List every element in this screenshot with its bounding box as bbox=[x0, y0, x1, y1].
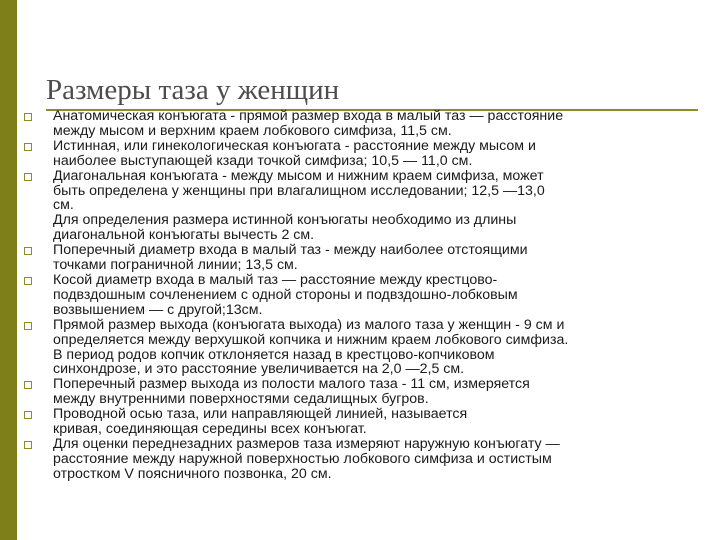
list-item-line: Для оценки переднезадних размеров таза измеряют наружную конъюгату — bbox=[53, 435, 560, 452]
list-item-line: быть определена у женщины при влагалищном исследовании; 12,5 —13,0 bbox=[53, 182, 545, 199]
page-title: Размеры таза у женщин bbox=[46, 74, 340, 106]
list-item bbox=[24, 318, 712, 378]
square-bullet-icon bbox=[24, 381, 32, 389]
square-bullet-icon bbox=[24, 143, 32, 151]
list-item-line: Поперечный размер выхода из полости малого таза - 11 см, измеряется bbox=[53, 376, 530, 393]
list-item-line: Для определения размера истинной конъюгаты необходимо из длины bbox=[53, 212, 517, 229]
bullet-list bbox=[24, 109, 712, 482]
list-item bbox=[24, 139, 712, 169]
list-item bbox=[24, 407, 712, 437]
square-bullet-icon bbox=[24, 441, 32, 449]
list-item-continuation bbox=[24, 213, 712, 243]
list-item-line: Истинная, или гинекологическая конъюгата - расстояние между мысом и bbox=[53, 137, 536, 154]
left-accent-bar bbox=[0, 0, 17, 540]
list-item-line: возвышением — с другой;13см. bbox=[53, 301, 263, 318]
list-item bbox=[24, 109, 712, 139]
list-item-line: Проводной осью таза, или направляющей линией, называется bbox=[53, 406, 468, 423]
list-item-line: см. bbox=[53, 197, 74, 214]
square-bullet-icon bbox=[24, 113, 32, 121]
list-item-line: синхондрозе, и это расстояние увеличивается на 2,0 —2,5 см. bbox=[53, 361, 465, 378]
list-item-line: подвздошным сочленением с одной стороны и подвздошно-лобковым bbox=[53, 286, 518, 303]
square-bullet-icon bbox=[24, 322, 32, 330]
list-item-line: Диагональная конъюгата - между мысом и нижним краем симфиза, может bbox=[53, 167, 544, 184]
list-item bbox=[24, 169, 712, 214]
square-bullet-icon bbox=[24, 411, 32, 419]
list-item bbox=[24, 437, 712, 482]
list-item-line: между мысом и верхним краем лобкового симфиза, 11,5 см. bbox=[53, 122, 452, 139]
list-item bbox=[24, 273, 712, 318]
list-item-line: Прямой размер выхода (конъюгата выхода) из малого таза у женщин - 9 см и bbox=[53, 316, 565, 333]
list-item-line: между внутренними поверхностями седалищных бугров. bbox=[53, 391, 429, 408]
list-item-line: точками пограничной линии; 13,5 см. bbox=[53, 257, 298, 274]
list-item bbox=[24, 243, 712, 273]
list-item-line: Косой диаметр входа в малый таз — расстояние между крестцово- bbox=[53, 271, 498, 288]
list-item-line: Поперечный диаметр входа в малый таз - между наиболее отстоящими bbox=[53, 242, 528, 259]
list-item-line: отростком V поясничного позвонка, 20 см. bbox=[53, 465, 332, 482]
list-item-line: В период родов копчик отклоняется назад в крестцово-копчиковом bbox=[53, 346, 495, 363]
square-bullet-icon bbox=[24, 247, 32, 255]
square-bullet-icon bbox=[24, 173, 32, 181]
list-item bbox=[24, 377, 712, 407]
list-item-line: кривая, соединяющая середины всех конъюгат. bbox=[53, 421, 367, 438]
list-item-line: диагональной конъюгаты вычесть 2 см. bbox=[53, 227, 315, 244]
list-item-line: расстояние между наружной поверхностью лобкового симфиза и остистым bbox=[53, 450, 552, 467]
square-bullet-icon bbox=[24, 277, 32, 285]
list-item-line: Анатомическая конъюгата - прямой размер входа в малый таз — расстояние bbox=[53, 108, 564, 124]
list-item-line: наиболее выступающей кзади точкой симфиза; 10,5 — 11,0 см. bbox=[53, 152, 473, 169]
list-item-line: определяется между верхушкой копчика и нижним краем лобкового симфиза. bbox=[53, 331, 569, 348]
